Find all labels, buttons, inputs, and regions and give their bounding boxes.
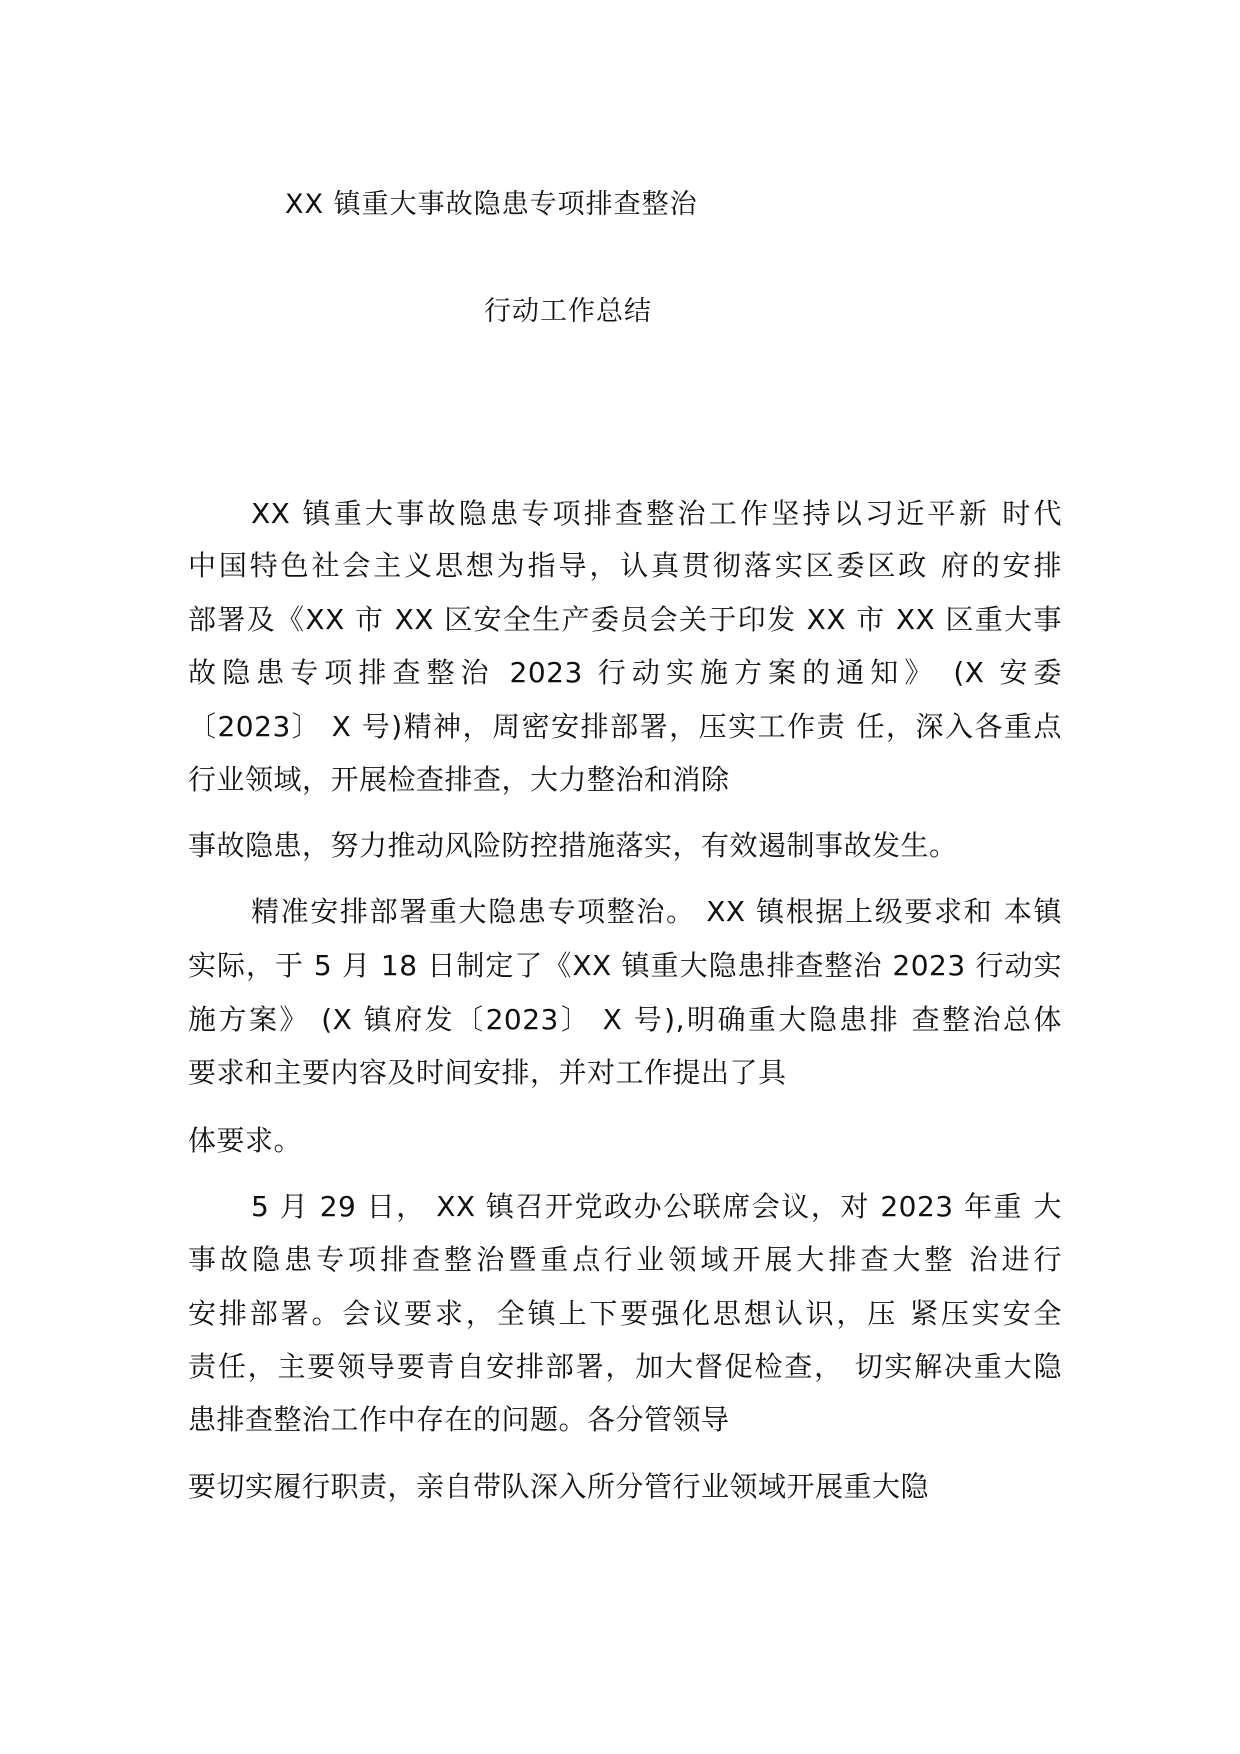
document-title-line-2: 行动工作总结 [484,296,652,327]
body-line: 部署及《XX 市 XX 区安全生产委员会关于印发 XX 市 XX 区重大事 [188,603,1062,636]
body-line: 施方案》 (X 镇府发〔2023〕 X 号),明确重大隐患排 查整治总体 [188,1003,1062,1036]
body-line: 〔2023〕 X 号)精神，周密安排部署，压实工作责 任，深入各重点 [188,710,1062,743]
body-line: 5 月 29 日， XX 镇召开党政办公联席会议，对 2023 年重 大 [251,1190,1062,1223]
body-line: 要切实履行职责，亲自带队深入所分管行业领域开展重大隐 [188,1470,930,1503]
body-line: XX 镇重大事故隐患专项排查整治工作坚持以习近平新 时代 [251,497,1062,530]
body-line: 中国特色社会主义思想为指导，认真贯彻落实区委区政 府的安排 [188,549,1062,582]
body-line: 体要求。 [188,1124,303,1157]
body-line: 故隐患专项排查整治 2023 行动实施方案的通知》 (X 安委 [188,656,1062,689]
body-line: 事故隐患专项排查整治暨重点行业领域开展大排查大整 治进行 [188,1243,1062,1276]
body-line: 要求和主要内容及时间安排，并对工作提出了具 [188,1056,787,1089]
body-line: 安排部署。会议要求，全镇上下要强化思想认识，压 紧压实安全 [188,1297,1062,1330]
body-line: 行业领域，开展检查排查，大力整治和消除 [188,763,730,796]
body-line: 实际，于 5 月 18 日制定了《XX 镇重大隐患排查整治 2023 行动实 [188,949,1062,982]
body-line: 精准安排部署重大隐患专项整治。 XX 镇根据上级要求和 本镇 [251,895,1062,928]
body-line: 责任，主要领导要青自安排部署，加大督促检查， 切实解决重大隐 [188,1350,1062,1383]
body-line: 患排查整治工作中存在的问题。各分管领导 [188,1403,730,1436]
document-title-line-1: XX 镇重大事故隐患专项排查整治 [285,189,698,220]
body-line: 事故隐患，努力推动风险防控措施落实，有效遏制事故发生。 [188,829,958,862]
